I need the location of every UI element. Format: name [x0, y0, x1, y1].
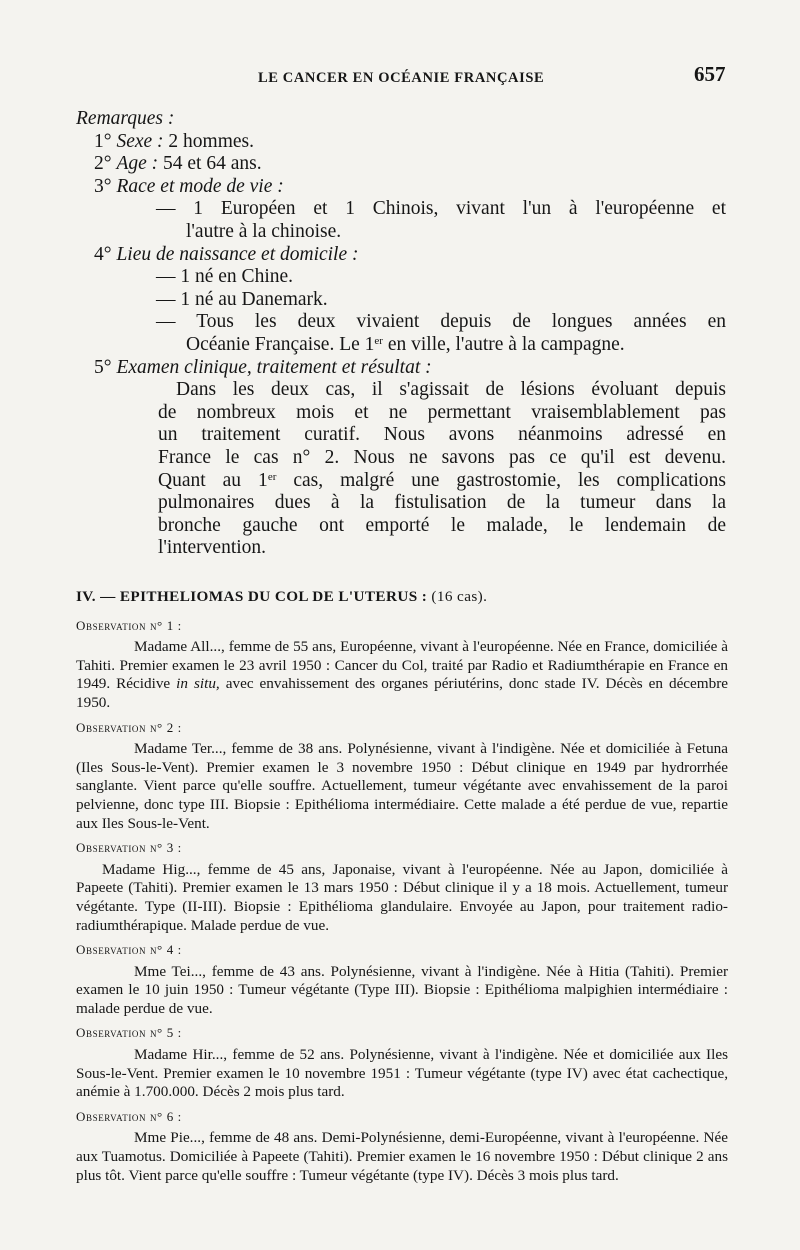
- observation: [76, 941, 728, 1018]
- observation-text: [76, 638, 728, 712]
- observation-label: Observation n° 5 :: [76, 1025, 182, 1041]
- lieu-line: [76, 334, 726, 357]
- examen-line: un traitement curatif. Nous avons néanmoins adressé en: [158, 424, 726, 446]
- observation: [76, 719, 728, 834]
- section-title: [76, 588, 728, 607]
- item-number: 2°: [94, 153, 112, 175]
- examen-line: de nombreux mois et ne permettant vraisemblablement pas: [158, 401, 726, 423]
- race-line: l'autre à la chinoise.: [186, 220, 342, 242]
- page-number: 657: [694, 62, 726, 86]
- examen-line: l'intervention.: [158, 537, 267, 559]
- item-value: 2 hommes.: [168, 130, 254, 152]
- observation-text: Mme Pie..., femme de 48 ans. Demi-Polynésienne, demi-Européenne, vivant à l'européenne. Née aux Tuamotus. Domiciliée à Papeete (Tahiti). Premier examen le 16 novembre 1950 : Début clinique 2 ans plus tôt. Vient parce qu'elle souffre : Tumeur végétante (type IV). Décès 3 mois plus tard.: [76, 1129, 728, 1184]
- lieu-text: en ville, l'autre à la campagne.: [382, 333, 625, 355]
- observation: [76, 1108, 728, 1185]
- observation: [76, 839, 728, 935]
- observations-section: [76, 588, 728, 1189]
- observation-label: Observation n° 1 :: [76, 617, 182, 633]
- observation-text-italic: in situ,: [176, 675, 220, 693]
- examen-text: cas, malgré une gastrostomie, les complications: [293, 469, 726, 491]
- remarques-heading: Remarques :: [76, 108, 175, 129]
- lieu-line: — Tous les deux vivaient depuis de longues années en: [156, 311, 726, 333]
- race-line: — 1 Européen et 1 Chinois, vivant l'un à l'européenne et: [156, 198, 726, 220]
- examen-line: pulmonaires dues à la fistulisation de la tumeur dans la: [158, 492, 726, 514]
- observation-text: Madame Hir..., femme de 52 ans. Polynésienne, vivant à l'indigène. Née et domiciliée aux Iles Sous-le-Vent. Premier examen le 10 novembre 1951 : Tumeur végétante (type IV) avec état cachectique, anémie à 1.700.000. Décès 2 mois plus tard.: [76, 1046, 728, 1101]
- examen-line: France le cas n° 2. Nous ne savons pas ce qu'il est devenu.: [158, 446, 726, 468]
- observation-text: Madame Hig..., femme de 45 ans, Japonaise, vivant à l'européenne. Née au Japon, domiciliée à Papeete (Tahiti). Premier examen le 13 mars 1950 : Début clinique il y a 18 mois. Actuellement, tumeur végétante. Type (II-III). Biopsie : Epithélioma glandulaire. Envoyée au Japon, pour traitement radio-radiumthérapique. Malade perdue de vue.: [76, 860, 728, 934]
- observation-text: Madame Ter..., femme de 38 ans. Polynésienne, vivant à l'indigène. Née et domiciliée à Fetuna (Iles Sous-le-Vent). Premier examen le 3 novembre 1950 : Début clinique en 1949 par hydrorrhée sanglante. Vient parce qu'elle souffre. Actuellement, tumeur végétante avec envahissement de la paroi pelvienne, donc type III. Biopsie : Epithélioma intermédiaire. Cette malade a été perdue de vue, repartie aux Iles Sous-le-Vent.: [76, 740, 728, 832]
- remarque-race: [76, 176, 726, 199]
- remarque-examen: [76, 357, 726, 380]
- item-value: 54 et 64 ans.: [163, 153, 262, 175]
- observation-label: Observation n° 2 :: [76, 719, 182, 735]
- lieu-line: — 1 né en Chine.: [156, 266, 294, 288]
- observation-label: Observation n° 6 :: [76, 1108, 182, 1124]
- item-label: Examen clinique, traitement et résultat :: [116, 356, 432, 378]
- item-number: 4°: [94, 243, 112, 265]
- observation-text: Mme Tei..., femme de 43 ans. Polynésienne, vivant à l'indigène. Née à Hitia (Tahiti). Premier examen le 10 juin 1950 : Tumeur végétante (Type III). Biopsie : Epithélioma malpighien intermédiaire : malade perdue de vue.: [76, 962, 728, 1017]
- remarque-age: [76, 153, 726, 176]
- section-heading: IV. — EPITHELIOMAS DU COL DE L'UTERUS :: [76, 588, 428, 605]
- remarque-lieu: [76, 244, 726, 267]
- item-number: 1°: [94, 130, 112, 152]
- examen-line: bronche gauche ont emporté le malade, le lendemain de: [158, 514, 726, 536]
- item-number: 5°: [94, 356, 112, 378]
- lieu-text: Océanie Française. Le 1: [186, 333, 375, 355]
- observation-label: Observation n° 4 :: [76, 942, 182, 958]
- observation: [76, 617, 728, 713]
- remarques-block: [76, 108, 726, 560]
- item-number: 3°: [94, 175, 112, 197]
- item-label: Lieu de naissance et domicile :: [116, 243, 359, 265]
- item-label: Sexe :: [116, 130, 164, 152]
- superscript: er: [267, 470, 277, 483]
- examen-text: Quant au 1: [158, 469, 268, 491]
- observation-text-part: Madame All..., femme de 55 ans, Européenne, vivant à l'européenne. Née en France, domiciliée à Tahiti. Premier examen le 23 avril 1950 : Cancer du Col, traité par Radio et Radiumthérapie en France en 1949. Récidive: [76, 638, 728, 693]
- item-label: Race et mode de vie :: [116, 175, 284, 197]
- lieu-line: — 1 né au Danemark.: [156, 288, 328, 310]
- observation-text-part: avec envahissement des organes périutérins, donc stade IV. Décès en décembre 1950.: [76, 675, 728, 711]
- observation: [76, 1024, 728, 1101]
- remarque-sexe: [76, 131, 726, 154]
- examen-line: [76, 470, 726, 493]
- observation-label: Observation n° 3 :: [76, 840, 182, 856]
- running-title: LE CANCER EN OCÉANIE FRANÇAISE: [258, 70, 545, 86]
- item-label: Age :: [116, 153, 159, 175]
- superscript: er: [374, 334, 383, 347]
- section-count: (16 cas).: [431, 588, 488, 605]
- examen-line: Dans les deux cas, il s'agissait de lésions évoluant depuis: [176, 379, 726, 401]
